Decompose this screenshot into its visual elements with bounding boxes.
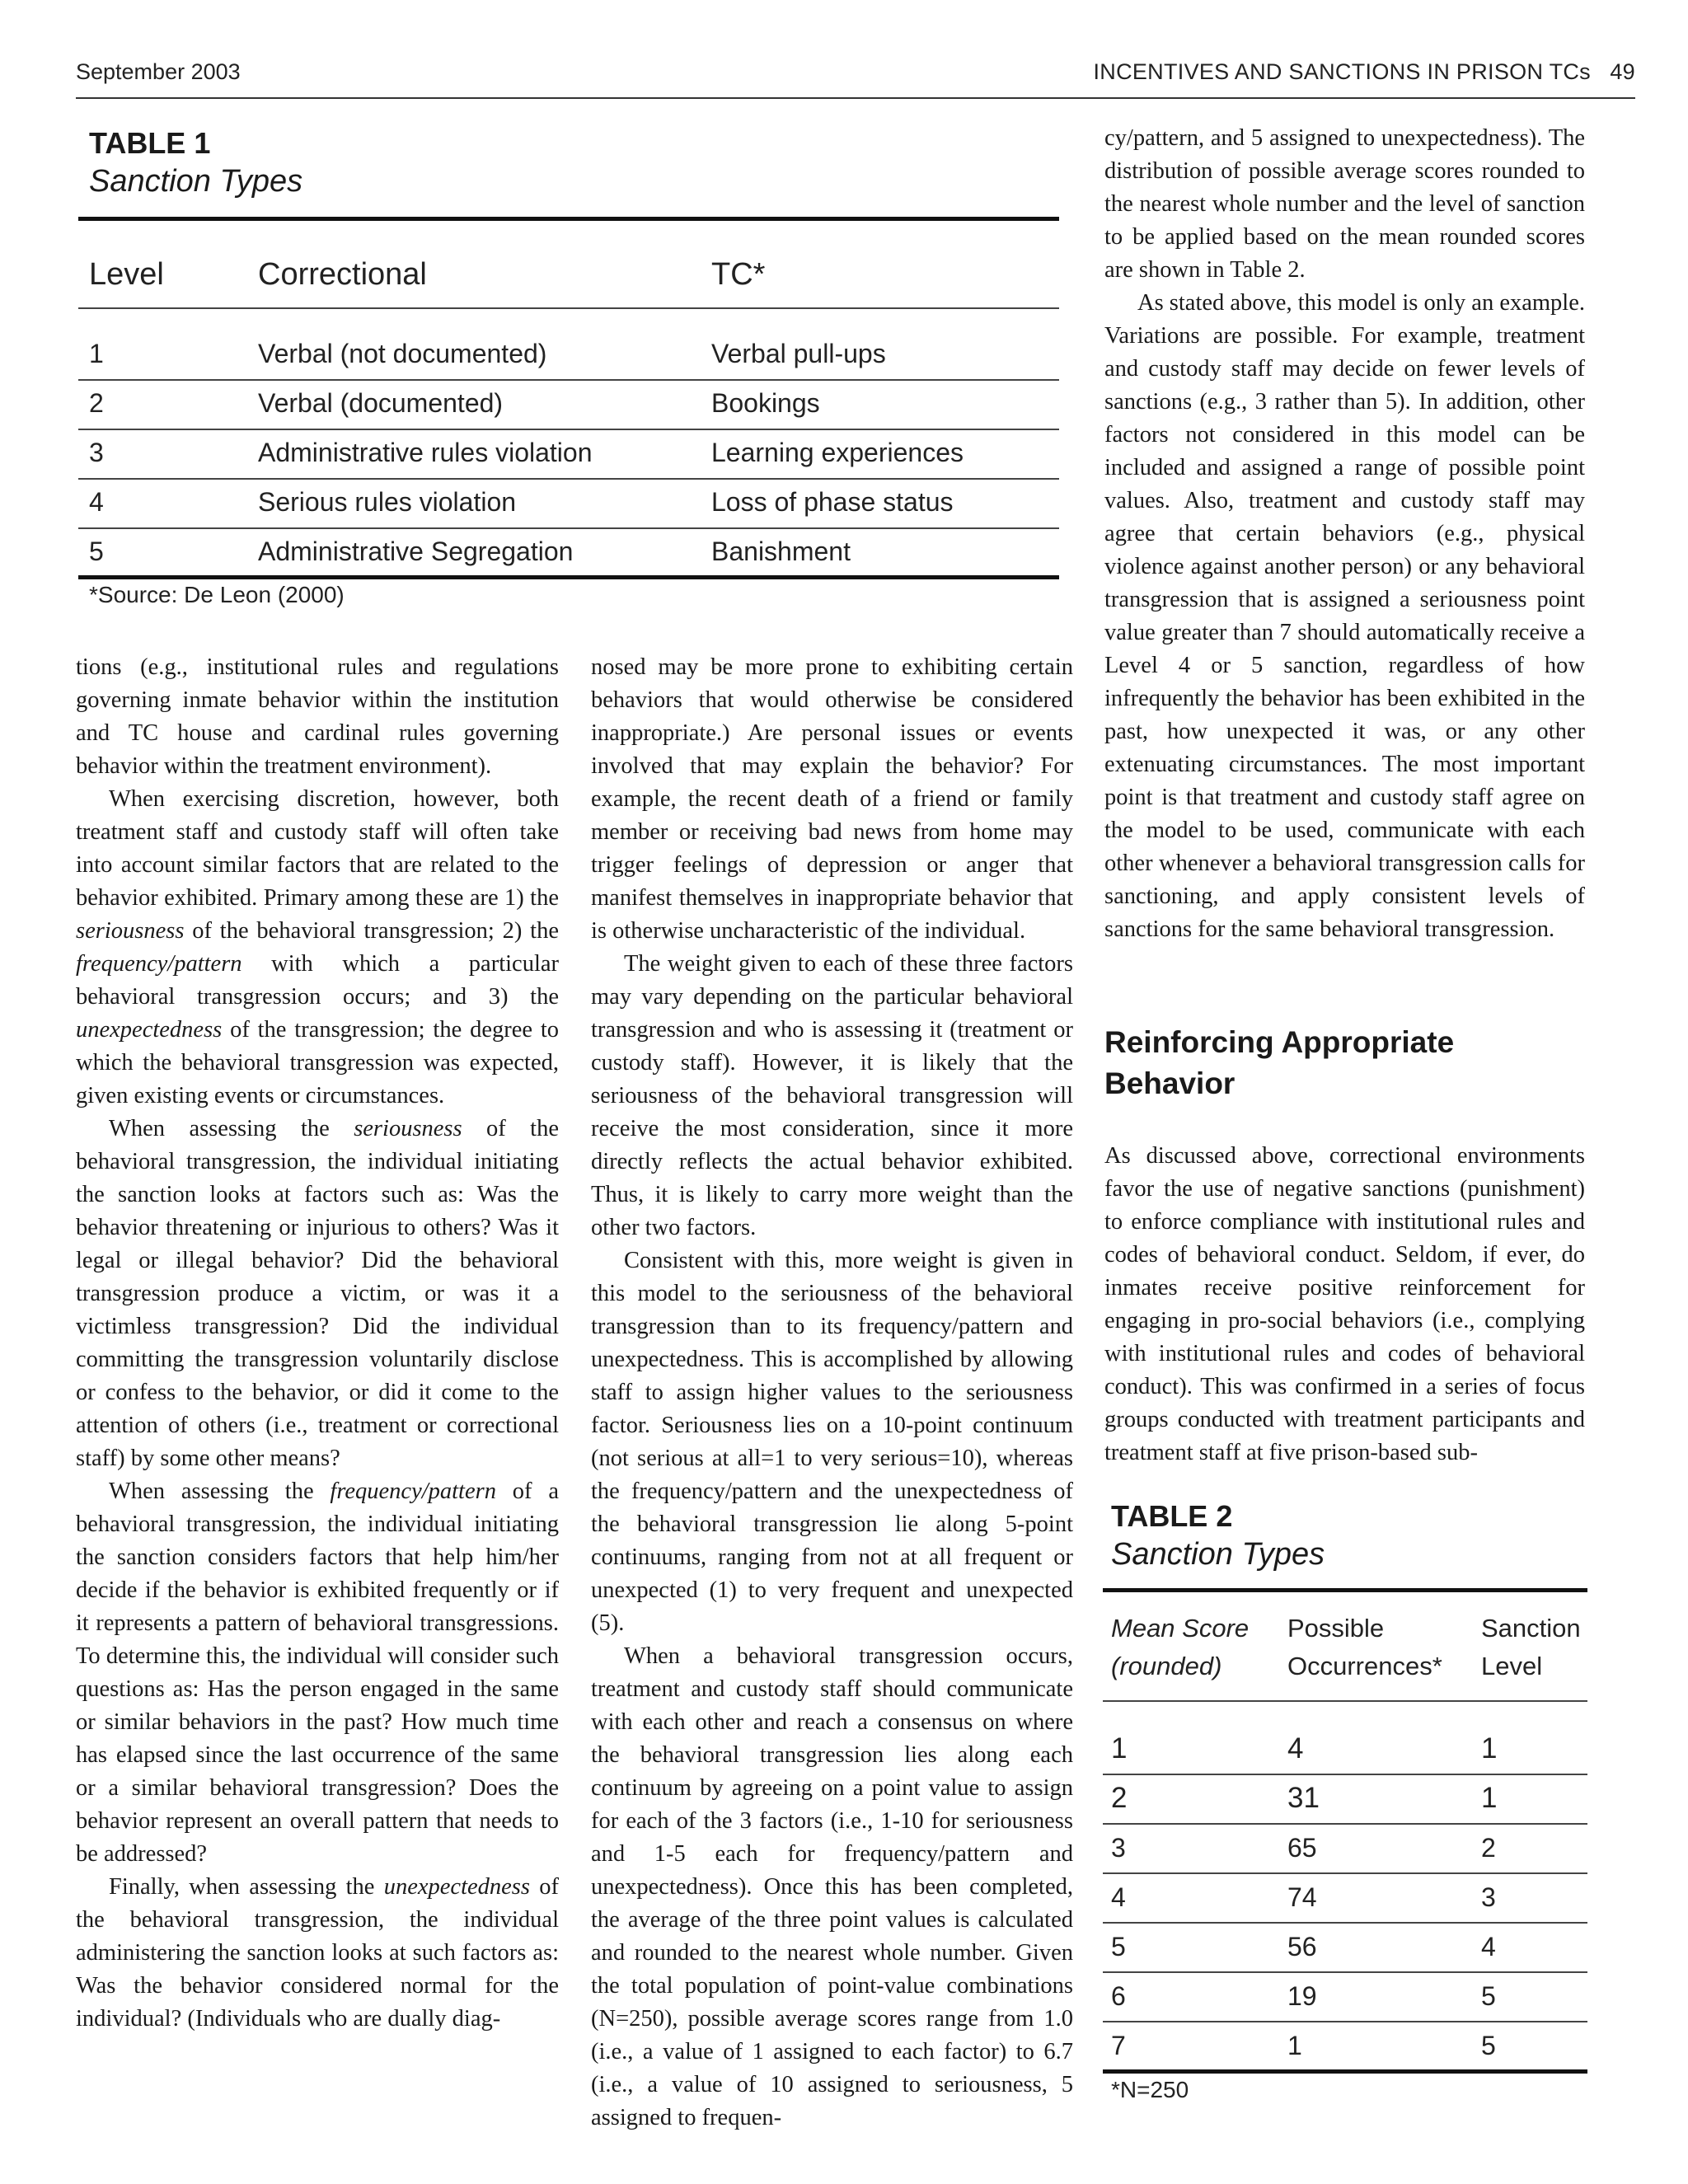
paragraph: When assessing the seriousness of the behavioral transgression, the individual initiating the sanction looks at factors such as: Was the behavior threatening or injurious to others? Was it legal or illegal behavior? Did the behavioral transgression produce a victim, or was it a victimless transgression? Did the individual committing the transgression voluntarily disclose or confess to the behavior, or did it come to the attention of others (i.e., treatment or correctional staff) by some other means? bbox=[76, 1116, 560, 1471]
table2-row4-mean: 4 bbox=[1111, 1882, 1126, 1912]
table1-caption: Sanction Types bbox=[89, 164, 303, 199]
table2-row-rule bbox=[1103, 1823, 1587, 1825]
table1-bottom-rule bbox=[78, 575, 1059, 579]
running-header bbox=[76, 59, 1635, 96]
paragraph: Consistent with this, more weight is given in this model to the seriousness of the behavioral transgression than to its frequency/pattern and unexpectedness. This is accomplished by allowing staff to assign higher values to the seriousness factor. Seriousness lies on a 10-point continuum (not serious at all=1 to very serious=10), whereas the frequency/pattern and the unexpectedness of the behavioral transgression lie along 5-point continuums, ranging from not at all frequent or unexpected (1) to very frequent and unexpected (5). bbox=[591, 1248, 1073, 1636]
table2-row2-mean: 2 bbox=[1111, 1782, 1128, 1814]
body-column-3-continued bbox=[1104, 1140, 1585, 1469]
section-heading: Reinforcing Appropriate Behavior bbox=[1104, 1025, 1455, 1100]
table1-row5-level: 5 bbox=[89, 537, 104, 566]
table1-header-tc: TC* bbox=[711, 257, 766, 292]
table1-label-block bbox=[89, 125, 302, 201]
table2-row2-occurrences: 31 bbox=[1287, 1782, 1320, 1814]
table2-row-rule bbox=[1103, 1971, 1587, 1973]
table2-row7-level: 5 bbox=[1481, 2031, 1496, 2060]
table1-row2-correctional: Verbal (documented) bbox=[258, 388, 504, 418]
table2-label-block bbox=[1111, 1498, 1325, 1574]
table1-row1-correctional: Verbal (not documented) bbox=[258, 339, 547, 368]
table2-header-rule bbox=[1103, 1700, 1587, 1702]
table2-header-occurrences: Possible Occurrences* bbox=[1287, 1614, 1442, 1680]
table1-row4-tc: Loss of phase status bbox=[711, 487, 954, 517]
paragraph: tions (e.g., institutional rules and regulations governing inmate behavior within the institution and TC house and cardinal rules governing behavior within the treatment environment). bbox=[76, 654, 559, 779]
table2-row5-occurrences: 56 bbox=[1287, 1932, 1317, 1961]
table1-row1-tc: Verbal pull-ups bbox=[711, 339, 886, 368]
paragraph: When exercising discretion, however, both treatment staff and custody staff will often take into account similar factors that are related to the behavior exhibited. Primary among these are 1) the seriousness of the behavioral transgression; 2) the frequency/pattern with which a particular behavioral transgression occurs; and 3) the unexpectedness of the transgression; the degree to which the behavioral transgression was expected, given existing events or circumstances. bbox=[76, 786, 559, 1108]
table2-note: *N=250 bbox=[1111, 2077, 1189, 2102]
paragraph: As stated above, this model is only an example. Variations are possible. For example, treatment and custody staff may decide on fewer levels of sanctions (e.g., 3 rather than 5). In addition, other factors not considered in this model can be included and assigned a range of possible point values. Also, treatment and custody staff may agree that certain behaviors (e.g., physical violence against another person) or any behavioral transgression that is assigned a seriousness point value greater than 7 should automatically receive a Level 4 or 5 sanction, regardless of how infrequently the behavior has been exhibited in the past, how unexpected it was, or any other extenuating circumstances. The most important point is that treatment and custody staff agree on the model to be used, communicate with each other whenever a behavioral transgression calls for sanctioning, and apply consistent levels of sanctions for the same behavioral transgression. bbox=[1104, 290, 1585, 942]
paragraph: The weight given to each of these three factors may vary depending on the particular behavioral transgression and who is assessing it (treatment or custody staff). However, it is likely that the seriousness of the behavioral transgression will receive the most consideration, since it more directly reflects the actual behavior exhibited. Thus, it is likely to carry more weight than the other two factors. bbox=[591, 951, 1073, 1240]
table2-row1-level: 1 bbox=[1481, 1732, 1498, 1765]
paragraph: When assessing the frequency/pattern of a behavioral transgression, the individual initiating the sanction considers factors that help him/her decide if the behavior is exhibited frequently or if it represents a pattern of behavioral transgressions. To determine this, the individual will consider such questions as: Has the person engaged in the same or similar behaviors in the past? How much time has elapsed since the last occurrence of the same or a similar behavioral transgression? Does the behavior represent an overall pattern that needs to be addressed? bbox=[76, 1479, 560, 1867]
header-rule bbox=[76, 97, 1635, 99]
table1-row3-correctional: Administrative rules violation bbox=[258, 438, 593, 467]
table1-row3-tc: Learning experiences bbox=[711, 438, 964, 467]
table2-row-rule bbox=[1103, 1872, 1587, 1874]
table1-row5-correctional: Administrative Segregation bbox=[258, 537, 574, 566]
table2-row7-occurrences: 1 bbox=[1287, 2031, 1302, 2060]
table2-row3-mean: 3 bbox=[1111, 1833, 1126, 1863]
table1-row2-tc: Bookings bbox=[711, 388, 820, 418]
table2-label: TABLE 2 bbox=[1111, 1499, 1233, 1533]
paragraph: cy/pattern, and 5 assigned to unexpectedness). The distribution of possible average scores rounded to the nearest whole number and the level of sanction to be applied based on the mean rounded scores are shown in Table 2. bbox=[1104, 125, 1585, 283]
body-column-3 bbox=[1104, 122, 1585, 946]
table2-row5-level: 4 bbox=[1481, 1932, 1496, 1961]
table2-caption: Sanction Types bbox=[1111, 1537, 1325, 1572]
table2-row2-level: 1 bbox=[1481, 1782, 1498, 1814]
body-column-2 bbox=[591, 651, 1073, 2135]
table2-row3-occurrences: 65 bbox=[1287, 1833, 1317, 1863]
header-title-page: INCENTIVES AND SANCTIONS IN PRISON TCs 49 bbox=[1093, 59, 1635, 84]
table1-row-rule bbox=[78, 527, 1059, 529]
paragraph: Finally, when assessing the unexpectedness of the behavioral transgression, the individual administering the sanction looks at such factors as: Was the behavior considered normal for the individual? (Individuals who are dually diag- bbox=[76, 1874, 559, 2032]
table1-header-rule bbox=[78, 307, 1059, 309]
table2-row-rule bbox=[1103, 1922, 1587, 1924]
table1-row4-correctional: Serious rules violation bbox=[258, 487, 517, 517]
table2-top-rule bbox=[1103, 1588, 1587, 1592]
paragraph: When a behavioral transgression occurs, treatment and custody staff should communicate with each other and reach a consensus on where the behavioral transgression lies along each continuum by agreeing on a point value to assign for each of the 3 factors (i.e., 1-10 for seriousness and 1-5 each for frequency/pattern and unexpectedness). Once this has been completed, the average of the three point values is calculated and rounded to the nearest whole number. Given the total population of point-value combinations (N=250), possible average scores range from 1.0 (i.e., a value of 1 assigned to each factor) to 6.7 (i.e., a value of 10 assigned to seriousness, 5 assigned to frequen- bbox=[591, 1643, 1073, 2130]
table1-row1-level: 1 bbox=[89, 339, 104, 368]
paragraph: As discussed above, correctional environments favor the use of negative sanctions (punishment) to enforce compliance with institutional rules and codes of behavioral conduct. Seldom, if ever, do inmates receive positive reinforcement for engaging in pro-social behaviors (i.e., complying with institutional rules and codes of behavioral conduct). This was confirmed in a series of focus groups conducted with treatment participants and treatment staff at five prison-based sub- bbox=[1104, 1143, 1585, 1465]
table2-row6-level: 5 bbox=[1481, 1981, 1496, 2011]
table2-row3-level: 2 bbox=[1481, 1833, 1496, 1863]
table1-header-correctional: Correctional bbox=[258, 257, 427, 292]
table2-row6-mean: 6 bbox=[1111, 1981, 1126, 2011]
table1-header-level: Level bbox=[89, 257, 164, 292]
table2-row7-mean: 7 bbox=[1111, 2031, 1126, 2060]
table1-row-rule bbox=[78, 379, 1059, 381]
table1-row-rule bbox=[78, 429, 1059, 430]
table2-bottom-rule bbox=[1103, 2069, 1587, 2074]
table2-row1-occurrences: 4 bbox=[1287, 1732, 1304, 1765]
table2-header-sanction-level: Sanction Level bbox=[1481, 1614, 1581, 1680]
table1-top-rule bbox=[78, 217, 1059, 221]
table1-row-rule bbox=[78, 478, 1059, 480]
table1-label: TABLE 1 bbox=[89, 126, 211, 160]
table2-row-rule bbox=[1103, 2021, 1587, 2022]
table1-row2-level: 2 bbox=[89, 388, 104, 418]
paragraph: nosed may be more prone to exhibiting certain behaviors that would otherwise be considered inappropriate.) Are personal issues or events involved that may explain the behavior? For example, the recent death of a friend or family member or receiving bad news from home may trigger feelings of depression or anger that manifest themselves in inappropriate behavior that is otherwise uncharacteristic of the individual. bbox=[591, 654, 1073, 944]
table2-row1-mean: 1 bbox=[1111, 1732, 1128, 1765]
table2-row5-mean: 5 bbox=[1111, 1932, 1126, 1961]
table1-row4-level: 4 bbox=[89, 487, 104, 517]
table2-row4-occurrences: 74 bbox=[1287, 1882, 1317, 1912]
table2-row4-level: 3 bbox=[1481, 1882, 1496, 1912]
table1-row5-tc: Banishment bbox=[711, 537, 851, 566]
table2-row6-occurrences: 19 bbox=[1287, 1981, 1317, 2011]
table1-source-note: *Source: De Leon (2000) bbox=[89, 582, 345, 607]
header-date: September 2003 bbox=[76, 59, 241, 84]
table1-row3-level: 3 bbox=[89, 438, 104, 467]
table2-header-mean-score: Mean Score (rounded) bbox=[1111, 1614, 1250, 1680]
table2-row-rule bbox=[1103, 1774, 1587, 1775]
body-column-1 bbox=[76, 651, 559, 2036]
